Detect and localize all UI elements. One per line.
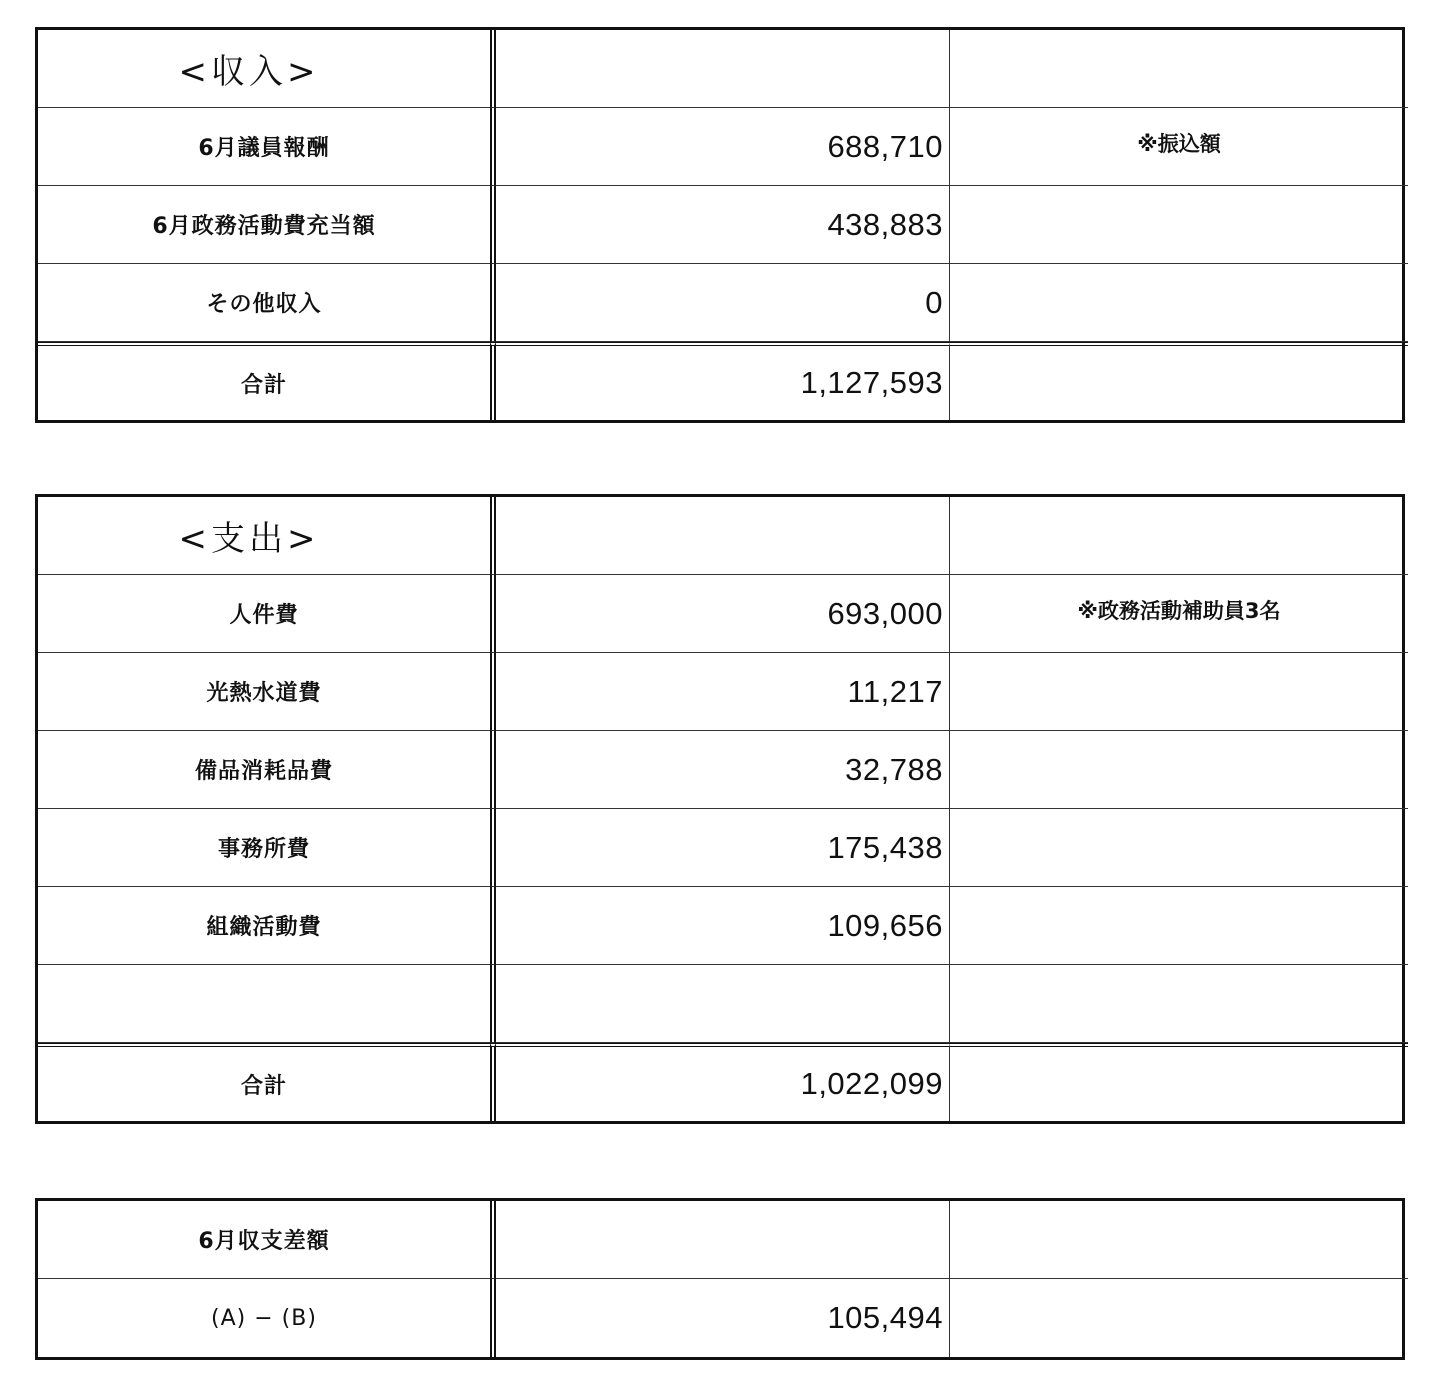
- row-amount: 688,710: [496, 108, 949, 186]
- row-amount: 0: [496, 264, 949, 342]
- row-note: ※政務活動補助員3名: [949, 575, 1408, 653]
- header-amount-cell: [496, 497, 949, 575]
- row-amount: 109,656: [496, 887, 949, 965]
- total-label: 合計: [38, 1043, 490, 1121]
- row-label: 組織活動費: [38, 887, 490, 965]
- row-label: 人件費: [38, 575, 490, 653]
- header-note-cell: [949, 497, 1408, 575]
- total-amount: 1,127,593: [496, 342, 949, 420]
- row-amount: 693,000: [496, 575, 949, 653]
- row-label: 備品消耗品費: [38, 731, 490, 809]
- row-note: [949, 887, 1408, 965]
- balance-amount: [496, 1201, 949, 1279]
- row-amount: [496, 965, 949, 1043]
- row-amount: 175,438: [496, 809, 949, 887]
- total-note: [949, 1043, 1408, 1121]
- row-note: [949, 186, 1408, 264]
- row-note: [949, 809, 1408, 887]
- balance-table: [35, 1198, 1405, 1360]
- total-label: 合計: [38, 342, 490, 420]
- row-label: 光熱水道費: [38, 653, 490, 731]
- row-label: その他収入: [38, 264, 490, 342]
- total-note: [949, 342, 1408, 420]
- row-note: [949, 264, 1408, 342]
- formula-label: (A) − (B): [211, 1305, 317, 1331]
- row-amount: 11,217: [496, 653, 949, 731]
- income-table: [35, 27, 1405, 423]
- row-label: 事務所費: [38, 809, 490, 887]
- income-title: <収入>: [38, 30, 490, 108]
- row-amount: 438,883: [496, 186, 949, 264]
- header-note-cell: [949, 30, 1408, 108]
- difference-amount: 105,494: [827, 1300, 943, 1335]
- row-label: [38, 965, 490, 1043]
- header-amount-cell: [496, 30, 949, 108]
- expense-table: [35, 494, 1405, 1124]
- row-amount: 32,788: [496, 731, 949, 809]
- row-note: [949, 653, 1408, 731]
- difference-note: [949, 1279, 1408, 1357]
- balance-label: 6月収支差額: [38, 1201, 490, 1279]
- expense-title: <支出>: [38, 497, 490, 575]
- row-label: 6月政務活動費充当額: [38, 186, 490, 264]
- row-label: 6月議員報酬: [38, 108, 490, 186]
- balance-note: [949, 1201, 1408, 1279]
- total-amount: 1,022,099: [496, 1043, 949, 1121]
- row-note: ※振込額: [949, 108, 1408, 186]
- row-note: [949, 965, 1408, 1043]
- row-note: [949, 731, 1408, 809]
